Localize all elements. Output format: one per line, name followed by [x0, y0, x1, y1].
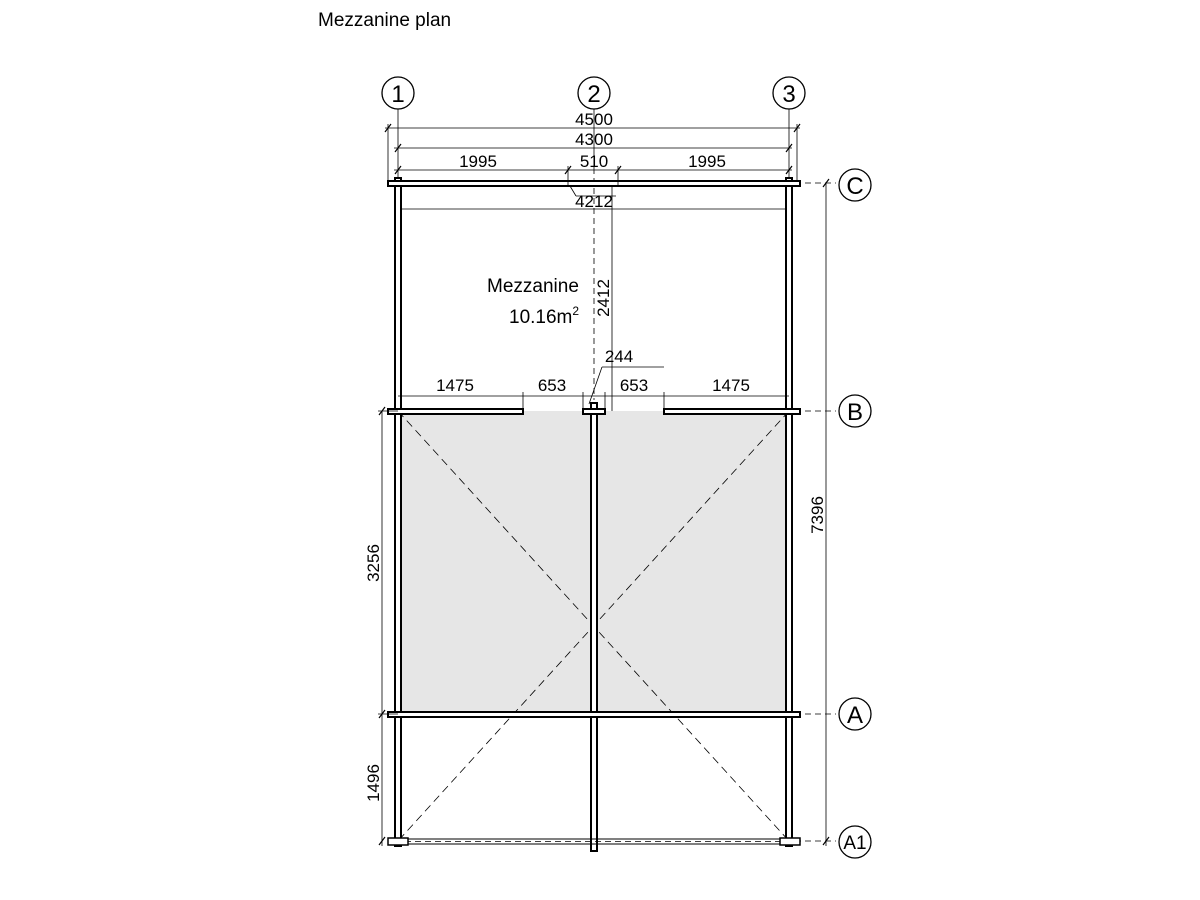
beam-b-right — [664, 409, 800, 414]
beam-a — [388, 712, 800, 717]
grid-bubble-1 — [382, 77, 414, 178]
svg-text:3: 3 — [782, 81, 796, 108]
svg-text:B: B — [846, 399, 864, 426]
dim-axis-width: 4300 — [575, 130, 613, 149]
dim-left-lower: 1496 — [364, 764, 383, 802]
grid-bubble-c — [839, 169, 871, 201]
wall-axis-3 — [786, 178, 792, 846]
dim-mezz-depth: 2412 — [594, 279, 613, 317]
grid-bubble-3 — [773, 77, 805, 178]
dim-overall-width: 4500 — [575, 110, 613, 129]
room-name: Mezzanine — [487, 276, 579, 297]
svg-text:1: 1 — [391, 81, 405, 108]
dim-b-left: 1475 — [436, 376, 474, 395]
svg-text:A1: A1 — [843, 833, 867, 854]
plan-title: Mezzanine plan — [318, 10, 452, 31]
dim-post-width: 244 — [604, 347, 634, 366]
beam-b-post — [583, 409, 605, 414]
dim-overall-depth: 7396 — [808, 496, 827, 534]
wall-axis-2-lower — [591, 403, 597, 851]
dim-top-left: 1995 — [459, 152, 497, 171]
grid-bubble-a1 — [839, 826, 871, 858]
svg-text:A: A — [846, 702, 864, 729]
wall-axis-1 — [395, 178, 401, 846]
grid-bubble-a — [839, 698, 871, 730]
dim-top-right: 1995 — [688, 152, 726, 171]
dim-b-right: 1475 — [712, 376, 750, 395]
dim-b-mid-left: 653 — [537, 376, 567, 395]
grid-bubble-b — [839, 395, 871, 427]
svg-text:C: C — [846, 173, 864, 200]
room-area: $10.16m^2$ — [509, 304, 580, 328]
dim-b-mid-right: 653 — [619, 376, 649, 395]
dim-left-upper: 3256 — [364, 544, 383, 582]
beam-c — [388, 181, 800, 186]
dim-inner-width: 4212 — [575, 192, 613, 211]
beam-b-left — [388, 409, 523, 414]
svg-text:2: 2 — [587, 81, 601, 108]
dim-top-mid: 510 — [579, 152, 609, 171]
